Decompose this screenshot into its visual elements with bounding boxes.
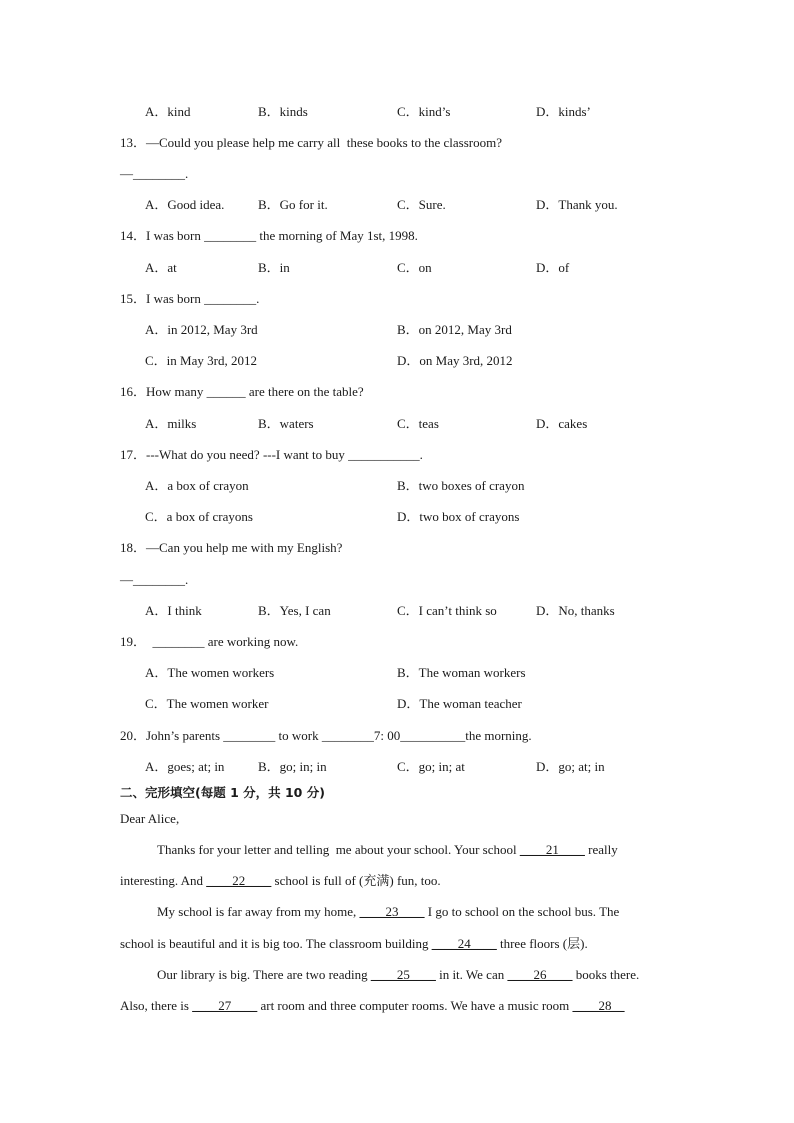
q13-option-c: C．Sure. bbox=[397, 197, 446, 212]
cloze-text: art room and three computer rooms. We have a music room bbox=[257, 998, 573, 1013]
q15-option-b: B．on 2012, May 3rd bbox=[397, 322, 512, 337]
q19-option-c: C．The women worker bbox=[145, 696, 269, 711]
cloze-line-2 bbox=[120, 872, 441, 890]
cloze-text: Thanks for your letter and telling me about your school. Your school bbox=[157, 842, 520, 857]
q20-option-a: A．goes; at; in bbox=[145, 759, 225, 774]
q14-stem: 14．I was born ________ the morning of May 1st, 1998. bbox=[120, 228, 418, 243]
q12-option-d: D．kinds’ bbox=[536, 104, 591, 119]
q19-option-b: B．The woman workers bbox=[397, 665, 526, 680]
q15-option-d: D．on May 3rd, 2012 bbox=[397, 353, 513, 368]
q14-option-d: D．of bbox=[536, 260, 570, 275]
q12-option-c: C．kind’s bbox=[397, 104, 451, 119]
q17-option-d: D．two box of crayons bbox=[397, 509, 520, 524]
q18-option-c: C．I can’t think so bbox=[397, 603, 497, 618]
q13-stem: 13．—Could you please help me carry all these books to the classroom? bbox=[120, 135, 502, 150]
q16-option-b: B．waters bbox=[258, 416, 314, 431]
cloze-text: Also, there is bbox=[120, 998, 193, 1013]
q18-option-d: D．No, thanks bbox=[536, 603, 615, 618]
q19-stem: 19． ________ are working now. bbox=[120, 634, 299, 649]
q18-option-a: A．I think bbox=[145, 603, 202, 618]
cloze-text: really bbox=[584, 842, 618, 857]
q12-option-a: A．kind bbox=[145, 104, 191, 119]
q17-option-b: B．two boxes of crayon bbox=[397, 478, 525, 493]
blank-26[interactable]: ____26____ bbox=[507, 967, 573, 982]
q20-option-d: D．go; at; in bbox=[536, 759, 605, 774]
blank-21[interactable]: ____21____ bbox=[519, 842, 585, 857]
q12-option-b: B．kinds bbox=[258, 104, 308, 119]
q14-option-a: A．at bbox=[145, 260, 177, 275]
q14-option-c: C．on bbox=[397, 260, 432, 275]
cloze-text: in it. We can bbox=[435, 967, 508, 982]
q17-stem: 17．---What do you need? ---I want to buy ___________. bbox=[120, 447, 423, 462]
q20-option-b: B．go; in; in bbox=[258, 759, 327, 774]
q16-option-c: C．teas bbox=[397, 416, 439, 431]
q18-option-b: B．Yes, I can bbox=[258, 603, 331, 618]
cloze-line-3 bbox=[157, 903, 619, 921]
cloze-text: three floors (层). bbox=[496, 936, 588, 951]
cloze-text: My school is far away from my home, bbox=[157, 904, 360, 919]
cloze-text: I go to school on the school bus. The bbox=[424, 904, 620, 919]
q17-option-c: C．a box of crayons bbox=[145, 509, 253, 524]
section-heading: 二、完形填空(每题 1 分，共 10 分) bbox=[120, 785, 325, 800]
q19-option-a: A．The women workers bbox=[145, 665, 275, 680]
cloze-line-4 bbox=[120, 935, 588, 953]
blank-22[interactable]: ____22____ bbox=[206, 873, 272, 888]
q13-option-b: B．Go for it. bbox=[258, 197, 328, 212]
cloze-text: books there. bbox=[572, 967, 640, 982]
cloze-text: interesting. And bbox=[120, 873, 207, 888]
cloze-line-1 bbox=[157, 841, 618, 859]
q14-option-b: B．in bbox=[258, 260, 290, 275]
q15-option-a: A．in 2012, May 3rd bbox=[145, 322, 258, 337]
cloze-text: school is beautiful and it is big too. The classroom building bbox=[120, 936, 432, 951]
q18-answer-line: —________. bbox=[120, 572, 189, 587]
q16-option-a: A．milks bbox=[145, 416, 197, 431]
q13-option-a: A．Good idea. bbox=[145, 197, 225, 212]
blank-27[interactable]: ____27____ bbox=[192, 998, 258, 1013]
q20-option-c: C．go; in; at bbox=[397, 759, 465, 774]
blank-28[interactable]: ____28__ bbox=[572, 998, 625, 1013]
q19-option-d: D．The woman teacher bbox=[397, 696, 522, 711]
blank-24[interactable]: ____24____ bbox=[431, 936, 497, 951]
q13-option-d: D．Thank you. bbox=[536, 197, 618, 212]
q13-answer-line: —________. bbox=[120, 166, 189, 181]
q16-option-d: D．cakes bbox=[536, 416, 588, 431]
letter-greeting: Dear Alice, bbox=[120, 811, 180, 826]
q15-stem: 15．I was born ________. bbox=[120, 291, 260, 306]
cloze-text: school is full of (充满) fun, too. bbox=[271, 873, 441, 888]
q15-option-c: C．in May 3rd, 2012 bbox=[145, 353, 257, 368]
cloze-line-6 bbox=[120, 997, 625, 1015]
blank-25[interactable]: ____25____ bbox=[370, 967, 436, 982]
q18-stem: 18．—Can you help me with my English? bbox=[120, 540, 343, 555]
cloze-line-5 bbox=[157, 966, 639, 984]
q17-option-a: A．a box of crayon bbox=[145, 478, 249, 493]
blank-23[interactable]: ____23____ bbox=[359, 904, 425, 919]
cloze-text: Our library is big. There are two reading bbox=[157, 967, 371, 982]
q20-stem: 20．John’s parents ________ to work ________7: 00__________the morning. bbox=[120, 728, 532, 743]
q16-stem: 16．How many ______ are there on the table? bbox=[120, 384, 364, 399]
